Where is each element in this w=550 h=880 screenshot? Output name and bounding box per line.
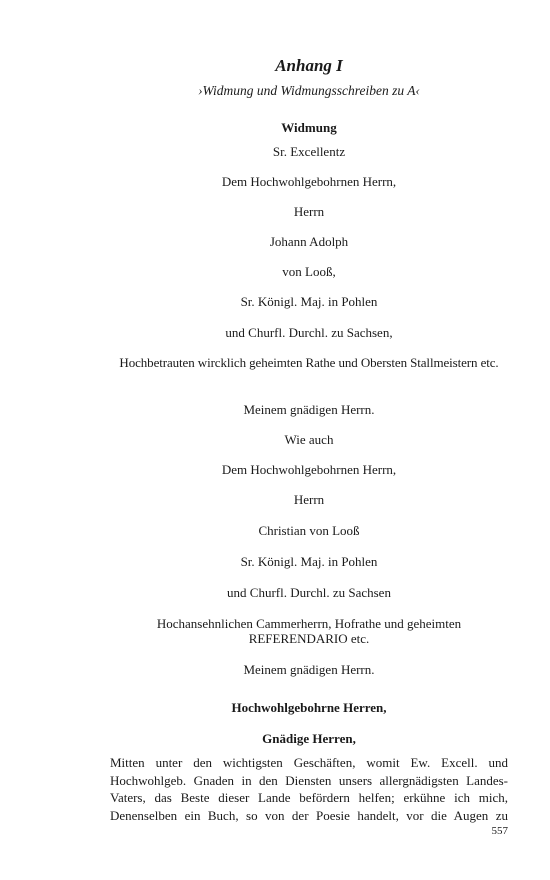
page-number: 557: [491, 825, 508, 837]
appendix-title: Anhang I: [275, 56, 343, 75]
dedication-line: und Churfl. Durchl. zu Sachsen,: [225, 325, 393, 340]
dedication-line: Hochbetrauten wircklich geheimten Rathe und Obersten Stallmeistern etc.: [119, 355, 499, 370]
dedication-line: Johann Adolph: [269, 234, 349, 249]
dedication-line: Wie auch: [284, 432, 334, 447]
dedication-line: Herrn: [293, 204, 325, 219]
dedication-line: Christian von Looß: [258, 523, 360, 538]
paragraph-line: Denenselben ein Buch, so von der Poesie handelt, vor die Augen zu: [110, 807, 508, 823]
dedication-line: Sr. Excellentz: [272, 144, 346, 159]
salutation: Gnädige Herren,: [262, 731, 356, 746]
letter-paragraph: [110, 754, 508, 824]
dedication-line: und Churfl. Durchl. zu Sachsen: [227, 585, 391, 600]
paragraph-line: Vaters, das Beste dieser Lande befördern helfen; erkühne ich mich,: [110, 790, 508, 805]
salutation: Hochwohlgebohrne Herren,: [231, 700, 387, 715]
dedication-line: Dem Hochwohlgebohrnen Herrn,: [221, 462, 397, 477]
dedication-line: Meinem gnädigen Herrn.: [243, 662, 375, 677]
dedication-line: Hochansehnlichen Cammerherrn, Hofrathe und geheimten REFERENDARIO etc.: [156, 616, 462, 646]
appendix-subtitle: ›Widmung und Widmungsschreiben zu A‹: [198, 83, 420, 98]
dedication-line: von Looß,: [282, 264, 336, 279]
paragraph-line: Hochwohlgeb. Gnaden in den Diensten unsers allergnädigsten Landes-: [110, 772, 508, 788]
dedication-line: Meinem gnädigen Herrn.: [243, 402, 375, 417]
dedication-line: Sr. Königl. Maj. in Pohlen: [240, 294, 378, 309]
dedication-label: Widmung: [281, 120, 337, 135]
paragraph-line: Mitten unter den wichtigsten Geschäften, womit Ew. Excell. und: [110, 755, 508, 770]
dedication-line: Dem Hochwohlgebohrnen Herrn,: [221, 174, 397, 189]
dedication-line: Herrn: [293, 492, 325, 507]
dedication-line: Sr. Königl. Maj. in Pohlen: [240, 554, 378, 569]
